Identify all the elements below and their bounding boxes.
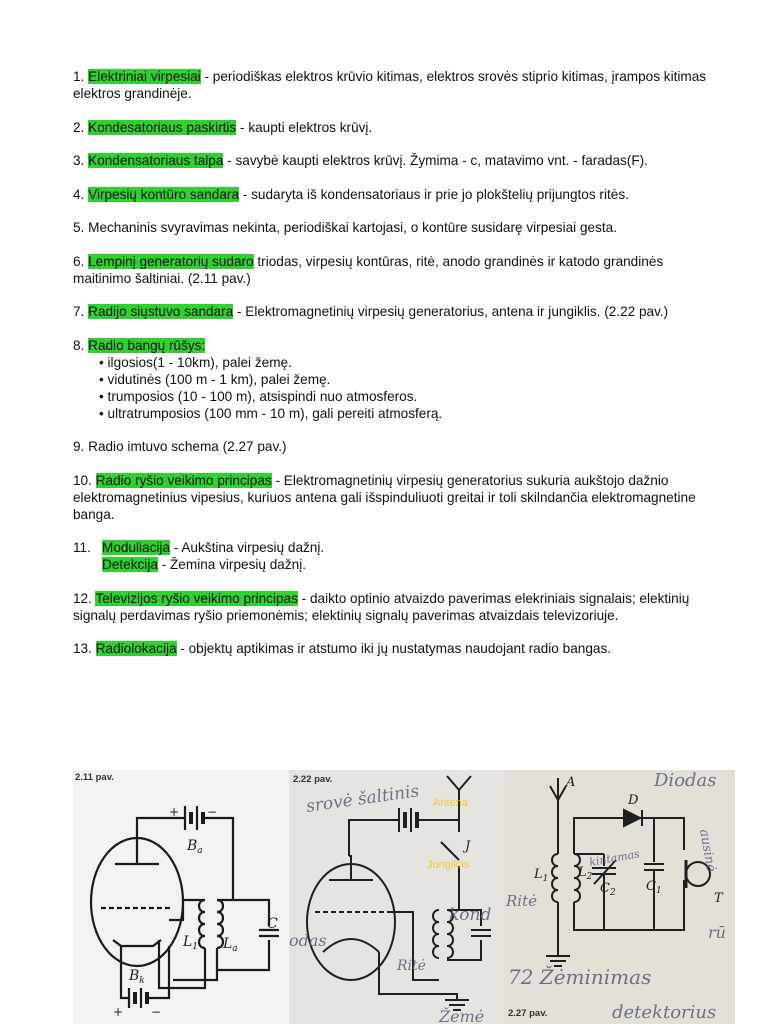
term-highlight: Radio bangų rūšys: <box>88 337 206 353</box>
handwriting: rū <box>708 923 726 942</box>
term-highlight: Virpesių kontūro sandara <box>88 186 240 202</box>
antenna <box>550 778 566 800</box>
label-j: J <box>465 839 471 854</box>
label-l1: $L_1$ <box>183 934 199 952</box>
coil-l1 <box>552 854 558 902</box>
handwriting: odas <box>289 931 327 950</box>
label-c: C <box>267 916 278 932</box>
minus-sign: − <box>151 1005 162 1019</box>
triode-tube <box>307 864 395 980</box>
item-4: 4. Virpesių kontūro sandara - sudaryta iš kondensatoriaus ir prie jo plokštelių prijungtos ritės. <box>73 186 629 202</box>
handwriting: Diodas <box>654 770 717 791</box>
figure-2-11 <box>73 770 289 1024</box>
item-1: 1. Elektriniai virpesiai - periodiškas elektros krūvio kitimas, elektros srovės stiprio kitimas, įrampos kitimas elektros grandinėje. <box>73 69 707 101</box>
bullet-item: • trumposios (10 - 100 m), atsispindi nuo atmosferos. <box>99 388 418 404</box>
label-a: A <box>566 775 576 790</box>
item-6: 6. Lempinį generatorių sudaro triodas, virpesių kontūras, ritė, anodo grandinės ir katodo grandinės maitinimo šaltiniai. (2.11 pav.) <box>73 253 664 286</box>
item-9: 9. Radio imtuvo schema (2.27 pav.) <box>73 439 287 454</box>
tube-cathode <box>113 940 161 946</box>
term-highlight: Radijo siųstuvo sandara <box>88 304 234 319</box>
handwriting: Ritė <box>397 958 426 974</box>
figure-2-27 <box>504 770 735 1024</box>
item-8: 8. Radio bangų rūšys: • ilgosios(1 - 10km), palei žemę. • vidutinės (100 m - 1 km), palei žemę. • trumposios (10 - 100 m), atsispindi nuo atmosferos. • ultratrumposios (100 mm - 10 m), gali pereiti atmosferą. <box>73 337 713 422</box>
plus-sign: + <box>169 805 180 819</box>
term-highlight: Lempinį generatorių sudaro <box>88 253 254 269</box>
term-highlight: Kondesatoriaus paskirtis <box>88 119 237 135</box>
handwriting: srovė šaltinis <box>304 781 421 817</box>
handwriting: kond <box>449 905 492 925</box>
label-ba: $B_a$ <box>187 838 203 856</box>
term-highlight: Detekcija <box>102 557 158 572</box>
overlay-jungiklis: Jungiklis <box>427 859 470 871</box>
label-d: D <box>628 793 639 808</box>
label-c1: $C_1$ <box>646 879 662 896</box>
handwriting: 72 Žėminimas <box>508 965 652 989</box>
term-highlight: Televizijos ryšio veikimo principas <box>95 590 298 606</box>
figure-2-27-diagram <box>504 770 735 1024</box>
item-2: 2. Kondesatoriaus paskirtis - kaupti elektros krūvį. <box>73 119 373 135</box>
plus-sign: + <box>113 1005 124 1019</box>
switch-j <box>441 842 459 860</box>
item-3: 3. Kondensatoriaus talpa - savybė kaupti elektros krūvį. Žymima - c, matavimo vnt. - faradas(F). <box>73 153 648 168</box>
coil <box>433 910 439 958</box>
handwriting: Ritė <box>506 892 537 910</box>
term-highlight: Kondensatoriaus talpa <box>88 153 224 168</box>
item-12: 12. Televizijos ryšio veikimo principas - daikto optinio atvaizdo paverimas elekriniais signalais; elektinių signalų perdavimas ryšio priemonėmis; elektinių signalų paverimas atvaizdais televizoriuje. <box>73 590 690 623</box>
diode-d <box>624 810 640 826</box>
handwriting: detektorius <box>612 1002 717 1023</box>
label-l2: $L_2$ <box>578 865 593 882</box>
handwriting: ausinė <box>696 828 719 874</box>
figure-strip <box>73 770 735 1024</box>
label-t: T <box>714 891 723 906</box>
figure-caption: 2.27 pav. <box>508 1008 548 1019</box>
figure-2-22 <box>289 770 504 1024</box>
label-la: $L_a$ <box>223 936 238 954</box>
term-highlight: Radiolokacija <box>95 641 177 656</box>
item-5: 5. Mechaninis svyravimas nekinta, periodiškai kartojasi, o kontūre susidarę virpesiai gesta. <box>73 220 618 235</box>
coil-l1 <box>199 900 205 948</box>
item-10: 10. Radio ryšio veikimo principas - Elektromagnetinių virpesių generatorius sukuria aukštojo dažnio elektromagnetinius vipesius, kuriuos antena gali išspinduliuoti greitai ir toli skilndančia elektromagnetine banga. <box>73 472 696 522</box>
figure-caption: 2.11 pav. <box>75 772 114 783</box>
term-highlight: Moduliacija <box>102 540 171 555</box>
item-11: 11. Moduliacija - Aukština virpesių dažnį. Detekcija - Žemina virpesių dažnį. <box>73 540 325 572</box>
label-l1: $L_1$ <box>534 867 549 884</box>
item-13: 13. Radiolokacija - objektų aptikimas ir atstumo iki jų nustatymas naudojant radio bangas. <box>73 641 612 656</box>
figure-caption: 2.22 pav. <box>293 774 333 785</box>
bullet-item: • vidutinės (100 m - 1 km), palei žemę. <box>99 371 331 387</box>
handwriting: Žemė <box>439 1007 485 1024</box>
bullet-item: • ilgosios(1 - 10km), palei žemę. <box>99 354 292 370</box>
term-highlight: Elektriniai virpesiai <box>88 69 201 84</box>
label-c2: $C_2$ <box>600 881 616 898</box>
term-highlight: Radio ryšio veikimo principas <box>95 472 272 488</box>
overlay-antena: Antena <box>433 797 468 809</box>
item-7: 7. Radijo siųstuvo sandara - Elektromagnetinių virpesių generatorius, antena ir jungiklis. (2.22 pav.) <box>73 304 669 319</box>
label-bk: $B_k$ <box>129 968 145 986</box>
bullet-item: • ultratrumposios (100 mm - 10 m), gali pereiti atmosferą. <box>99 405 443 421</box>
handwriting: kintamas <box>588 847 641 869</box>
minus-sign: − <box>207 805 218 819</box>
figure-2-11-diagram <box>73 770 289 1024</box>
figure-2-22-diagram <box>289 770 504 1024</box>
notes-body <box>73 68 713 674</box>
